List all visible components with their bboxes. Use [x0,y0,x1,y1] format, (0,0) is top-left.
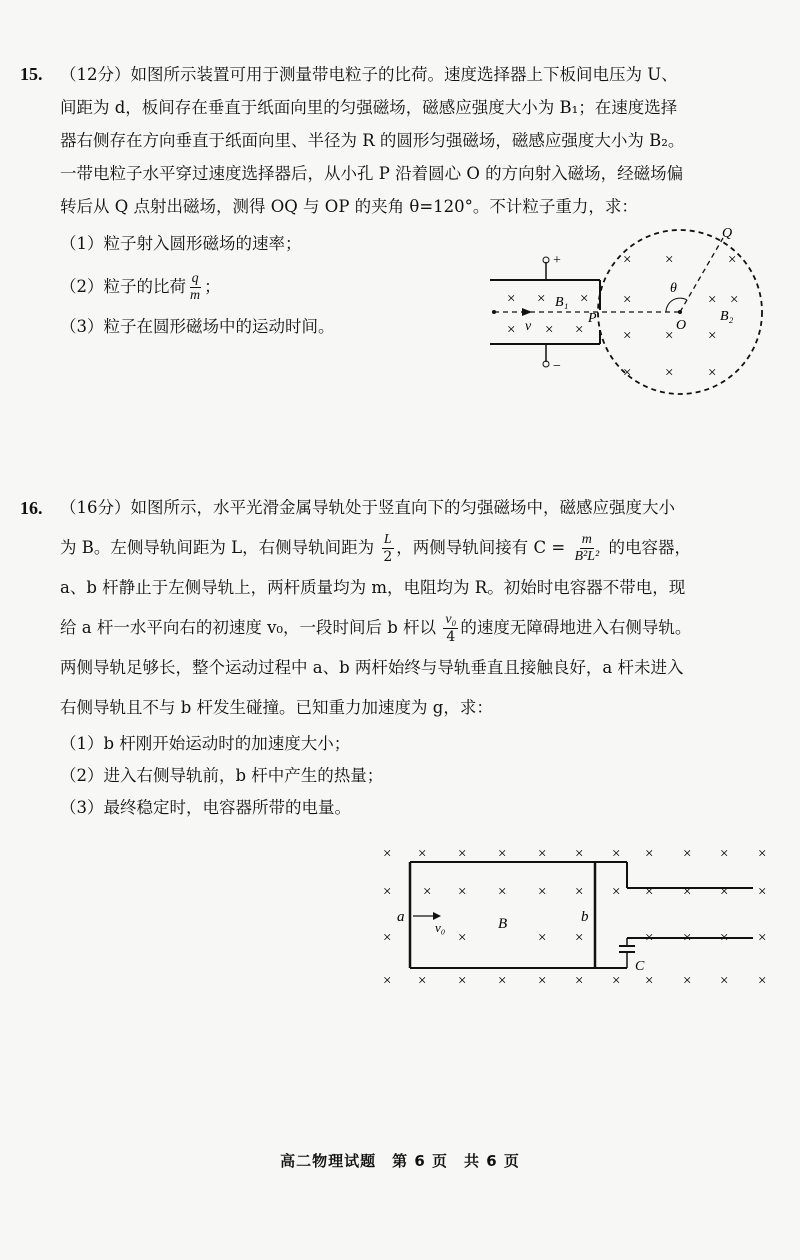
q16-text-line [60,528,785,568]
velocity-label: v [525,319,532,334]
field-cross: × [458,930,467,946]
v0-label: v₀ [435,920,446,935]
field-cross: × [730,292,739,308]
field-cross: × [665,252,674,268]
field-cross: × [683,973,692,989]
field-cross: × [538,973,547,989]
charge-mass-ratio-fraction [188,271,202,304]
field-cross: × [720,930,729,946]
q16-text-line [60,608,785,648]
q16-text-line: 两侧导轨足够长，整个运动过程中 a、b 两杆始终与导轨垂直且接触良好，a 杆未进入 [60,658,684,677]
field-cross: × [645,846,654,862]
q16-line2-a: 为 B。左侧导轨间距为 L，右侧导轨间距为 [60,538,375,557]
B-label: B [498,916,508,932]
field-cross: × [645,884,654,900]
field-cross: × [580,291,589,307]
field-cross: × [383,884,392,900]
field-cross: × [708,292,717,308]
field-cross: × [758,846,767,862]
v0-arrow-icon [433,912,441,920]
question-number: 15. [20,64,43,84]
field-cross: × [758,973,767,989]
field-cross: × [575,322,584,338]
field-cross: × [758,884,767,900]
field-cross: × [720,846,729,862]
question-16 [20,488,785,824]
field-cross: × [683,930,692,946]
fraction-numerator: m [581,532,592,547]
field-cross: × [383,973,392,989]
field-cross: × [545,322,554,338]
field-cross: × [498,884,507,900]
q15-text-line: 转后从 Q 点射出磁场，测得 OQ 与 OP 的夹角 θ=120°。不计粒子重力，求： [60,197,638,216]
O-label: O [676,318,687,333]
field-cross: × [623,328,632,344]
q16-text-line: a、b 杆静止于左侧导轨上，两杆质量均为 m，电阻均为 R。初始时电容器不带电，现 [60,578,686,597]
q16-line4-a: 给 a 杆一水平向右的初速度 v₀，一段时间后 b 杆以 [60,618,437,637]
center-point [678,310,682,314]
field-cross: × [758,930,767,946]
field-cross: × [683,846,692,862]
fraction-denominator: 2 [383,549,393,565]
q15-text-line: 器右侧存在方向垂直于纸面向里、半径为 R 的圆形匀强磁场，磁感应强度大小为 B₂。 [60,131,685,150]
q15-text-line: （12分）如图所示装置可用于测量带电粒子的比荷。速度选择器上下板间电压为 U、 [60,65,678,84]
field-cross: × [728,252,737,268]
velocity-arrow-icon [522,308,532,316]
field-cross: × [383,846,392,862]
field-cross: × [665,328,674,344]
field-cross: × [623,365,632,381]
fraction-denominator: B²L² [574,549,600,564]
q15-text-line: 间距为 d，板间存在垂直于纸面向里的匀强磁场，磁感应强度大小为 B₁；在速度选择 [60,98,678,117]
field-cross: × [538,930,547,946]
field-cross: × [665,365,674,381]
field-cross: × [458,846,467,862]
field-cross: × [458,884,467,900]
fraction-numerator: q [191,271,199,286]
fraction-denominator: 4 [446,629,456,645]
q16-line2-b: ，两侧导轨间接有 C = [396,538,566,557]
field-cross: × [612,973,621,989]
field-cross: × [623,292,632,308]
B2-label: B₂ [720,309,734,324]
field-cross: × [645,973,654,989]
a-label: a [397,909,405,925]
q16-line4-b: 的速度无障碍地进入右侧导轨。 [460,618,692,637]
fraction-numerator: L [383,532,392,547]
B1-label: B₁ [555,295,569,310]
q16-subquestion-1: （1）b 杆刚开始运动时的加速度大小； [60,734,351,753]
fraction-numerator: v₀ [445,612,457,627]
theta-arc [666,298,687,312]
fraction-denominator: m [190,288,201,303]
q15-subquestion-3: （3）粒子在圆形磁场中的运动时间。 [60,317,335,336]
field-cross: × [507,291,516,307]
q16-subquestion-2: （2）进入右侧导轨前，b 杆中产生的热量； [60,766,384,785]
field-cross: × [507,322,516,338]
field-cross: × [458,973,467,989]
plus-label: + [553,253,561,268]
P-label: P [588,311,597,326]
q16-subquestion-3: （3）最终稳定时，电容器所带的电量。 [60,798,351,817]
field-cross: × [708,328,717,344]
field-cross: × [683,884,692,900]
minus-label: − [553,359,561,374]
q16-text-line: （16分）如图所示，水平光滑金属导轨处于竖直向下的匀强磁场中，磁感应强度大小 [60,498,675,517]
field-cross: × [645,930,654,946]
field-cross: × [575,884,584,900]
field-cross: × [537,291,546,307]
field-cross: × [612,884,621,900]
field-cross: × [538,884,547,900]
q16-text-line: 右侧导轨且不与 b 杆发生碰撞。已知重力加速度为 g，求： [60,698,493,717]
sub2-suffix: ； [204,277,221,296]
b-label: b [581,909,589,925]
field-cross: × [720,973,729,989]
q16-line2-d: 的电容器， [608,538,691,557]
question-number: 16. [20,498,43,518]
field-cross: × [575,846,584,862]
q15-figure [480,222,780,402]
field-cross: × [720,884,729,900]
capacitance-fraction [572,532,601,565]
field-cross: × [418,973,427,989]
field-cross: × [538,846,547,862]
field-cross: × [423,884,432,900]
b-velocity-fraction [443,612,458,645]
right-rail-spacing-fraction [381,532,394,565]
q15-subquestion-1: （1）粒子射入圆形磁场的速率； [60,234,302,253]
field-cross: × [418,846,427,862]
field-cross: × [575,973,584,989]
q15-text-line: 一带电粒子水平穿过速度选择器后，从小孔 P 沿着圆心 O 的方向射入磁场，经磁场偏 [60,164,684,183]
field-cross: × [498,846,507,862]
field-cross: × [575,930,584,946]
field-cross: × [383,930,392,946]
field-cross: × [498,973,507,989]
q16-figure [375,838,775,998]
page-footer: 高二物理试题 第 6 页 共 6 页 [280,1152,520,1170]
field-cross: × [612,846,621,862]
theta-label: θ [670,281,677,296]
Q-label: Q [722,226,733,241]
field-cross: × [708,365,717,381]
C-label: C [635,959,645,974]
OQ-line [680,238,723,312]
sub2-prefix: （2）粒子的比荷 [60,277,186,296]
field-cross: × [623,252,632,268]
